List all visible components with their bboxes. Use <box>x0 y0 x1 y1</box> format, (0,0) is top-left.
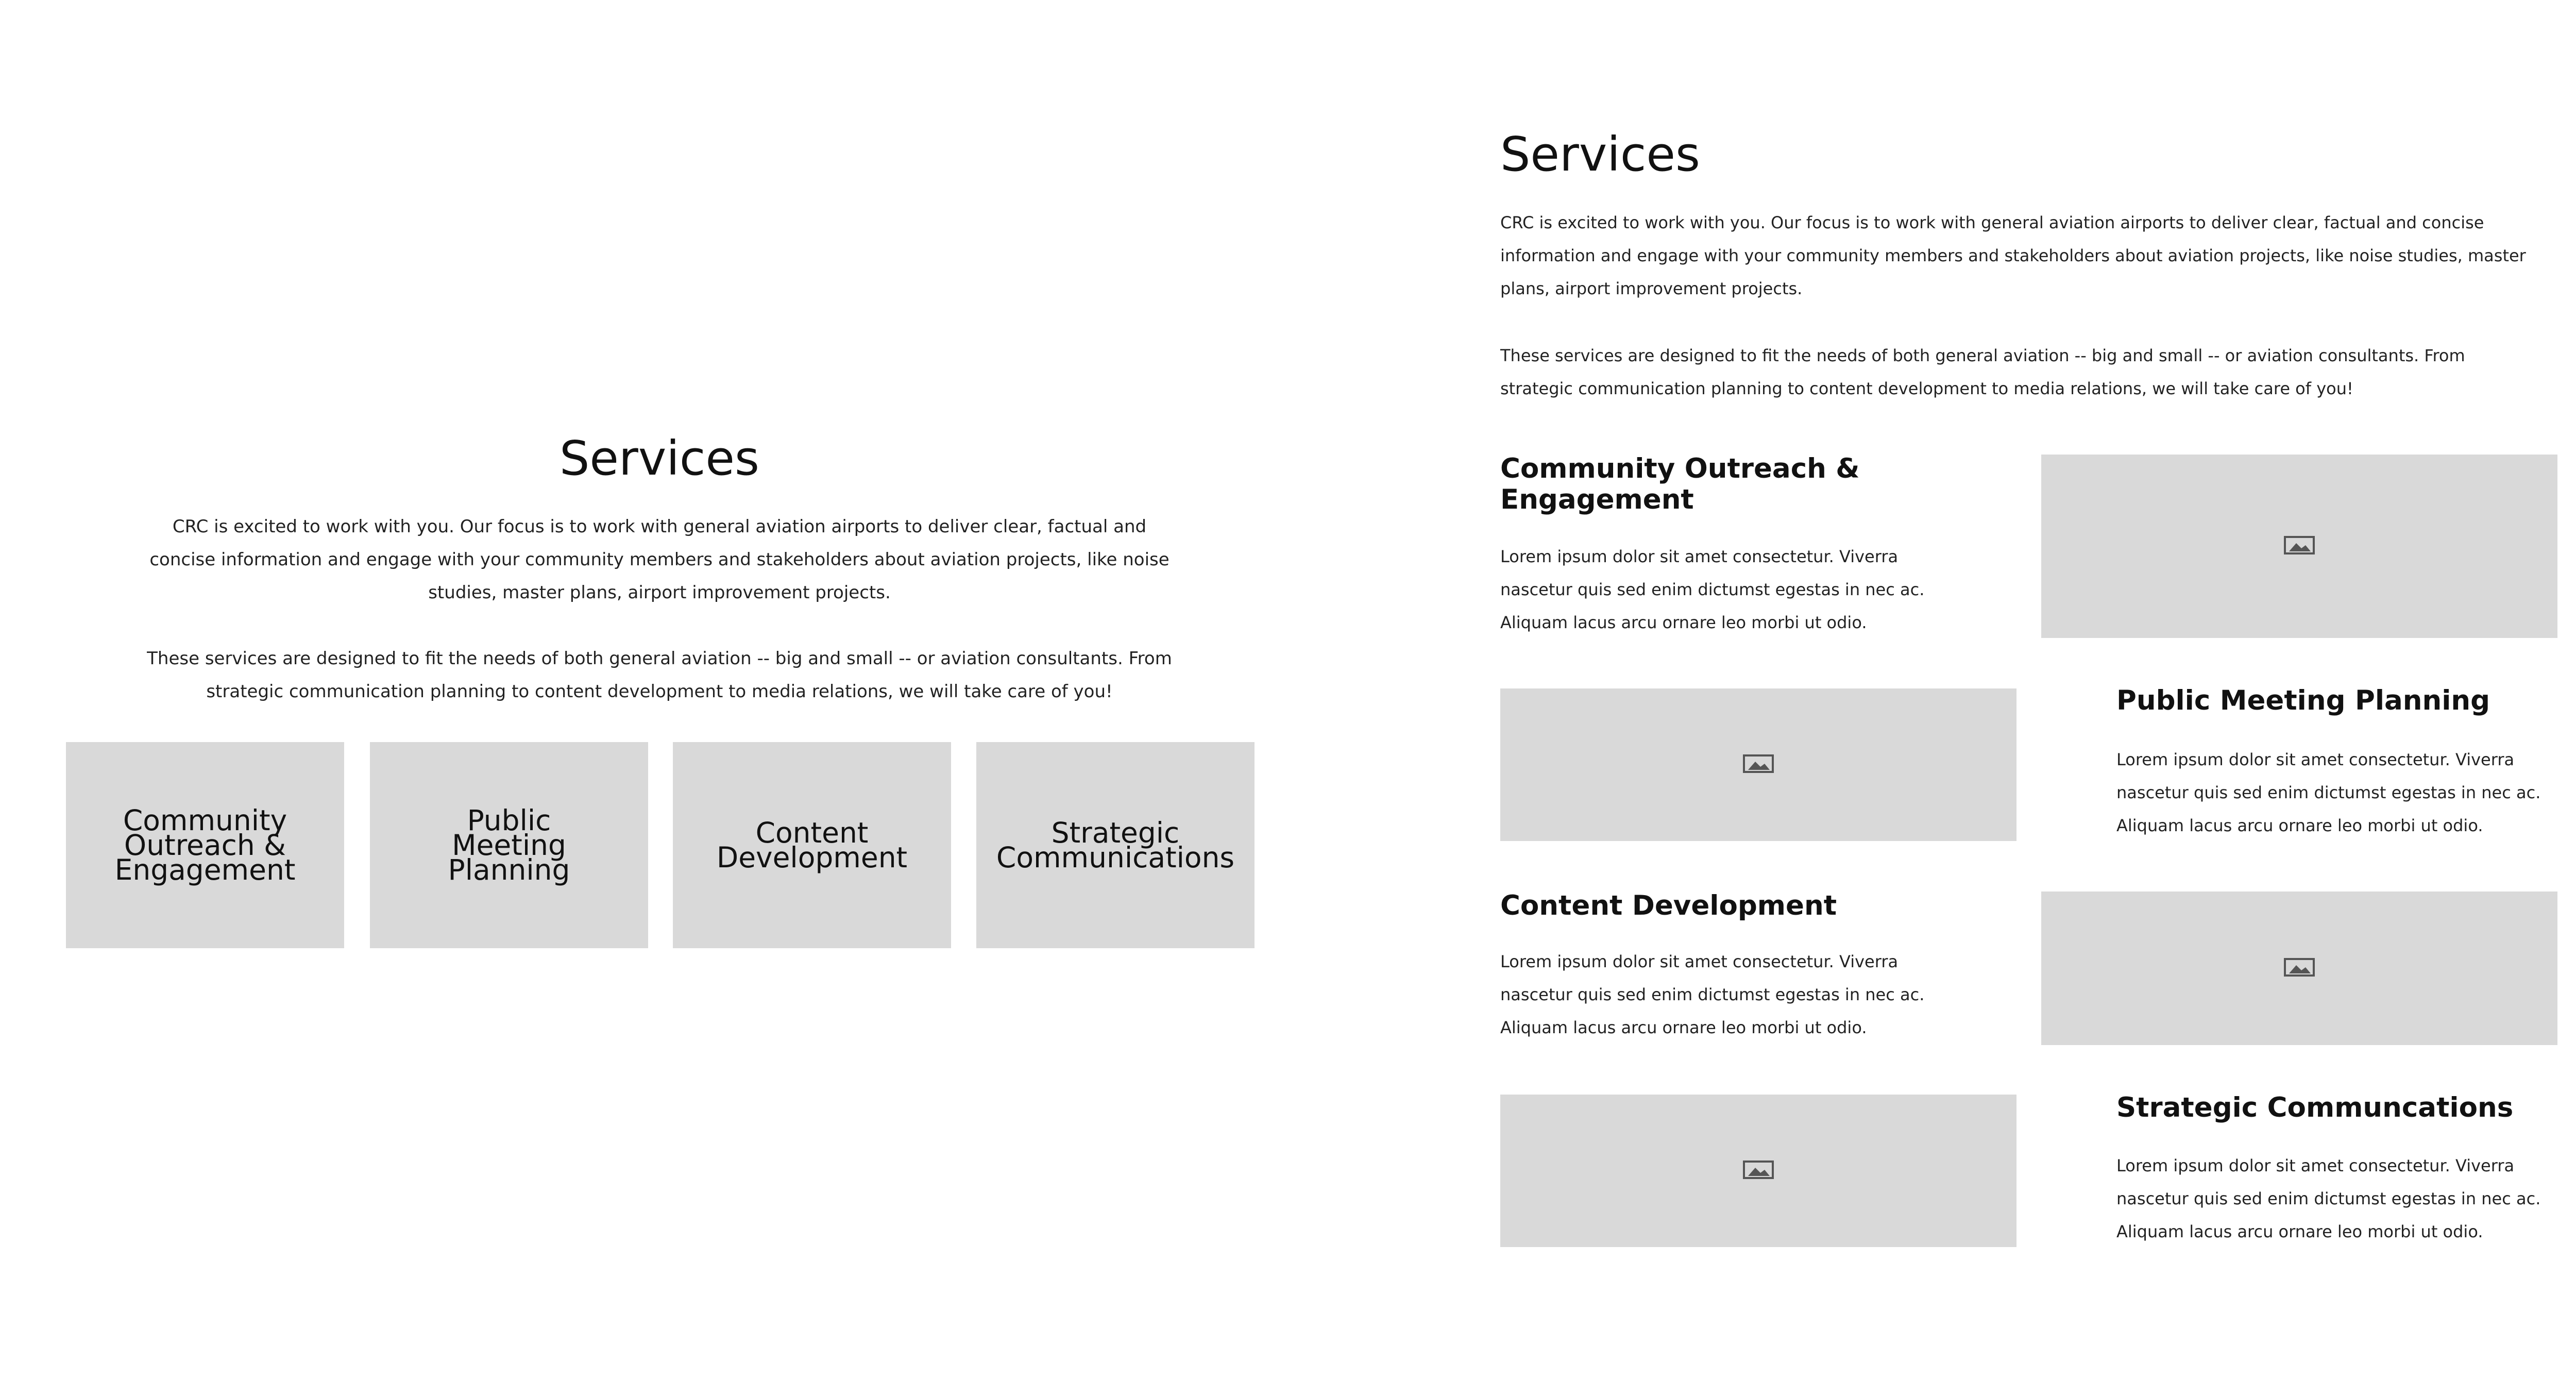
section-body: Lorem ipsum dolor sit amet consectetur. Viverra nascetur quis sed enim dictumst egestas in nec ac. Aliquam lacus arcu ornare leo morbi ut odio. <box>2116 1156 2541 1241</box>
image-placeholder-icon <box>1743 754 1774 775</box>
section-body: Lorem ipsum dolor sit amet consectetur. Viverra nascetur quis sed enim dictumst egestas in nec ac. Aliquam lacus arcu ornare leo morbi ut odio. <box>1500 547 1925 632</box>
section-image <box>2041 455 2557 638</box>
tile-community-outreach[interactable] <box>66 742 344 948</box>
section-heading-public-meeting-planning: Public Meeting Planning <box>2116 685 2490 716</box>
tile-label: Strategic Communications <box>996 816 1235 874</box>
intro-paragraph: CRC is excited to work with you. Our focus is to work with general aviation airports to deliver clear, factual and concise information and engage with your community members and stakeholders about aviation projects, like noise studies, master plans, airport improvement projects. <box>1500 213 2526 298</box>
tile-strategic-communications[interactable] <box>976 742 1255 948</box>
section-image <box>1500 688 2016 841</box>
section-image <box>2041 892 2557 1045</box>
section-heading-content-development: Content Development <box>1500 890 1837 921</box>
page-title: Services <box>1500 127 1700 182</box>
services-note-paragraph: These services are designed to fit the needs of both general aviation -- big and small -- or aviation consultants. From strategic communication planning to content development to media relations, we will take care of you! <box>1500 346 2465 398</box>
intro-paragraph: CRC is excited to work with you. Our focus is to work with general aviation airports to deliver clear, factual and concise information and engage with your community members and stakeholders about aviation projects, like noise studies, master plans, airport improvement projects. <box>149 516 1170 603</box>
section-heading-strategic-communications: Strategic Communcations <box>2116 1092 2514 1123</box>
tile-public-meeting-planning[interactable] <box>370 742 648 948</box>
image-placeholder-icon <box>1743 1161 1774 1181</box>
tile-label: Public Meeting Planning <box>448 804 570 886</box>
image-placeholder-icon <box>2284 958 2315 979</box>
page-title: Services <box>560 431 759 486</box>
tile-label: Community Outreach & Engagement <box>114 804 296 886</box>
tile-content-development[interactable] <box>673 742 951 948</box>
section-body: Lorem ipsum dolor sit amet consectetur. Viverra nascetur quis sed enim dictumst egestas in nec ac. Aliquam lacus arcu ornare leo morbi ut odio. <box>1500 952 1925 1037</box>
tile-label: Content Development <box>716 816 908 874</box>
image-placeholder-icon <box>2284 536 2315 557</box>
section-image <box>1500 1095 2016 1247</box>
services-note-paragraph: These services are designed to fit the needs of both general aviation -- big and small -- or aviation consultants. From strategic communication planning to content development to media relations, we will take care of you! <box>147 648 1172 702</box>
section-body: Lorem ipsum dolor sit amet consectetur. Viverra nascetur quis sed enim dictumst egestas in nec ac. Aliquam lacus arcu ornare leo morbi ut odio. <box>2116 750 2541 835</box>
section-heading-community-outreach: Community Outreach & Engagement <box>1500 453 1860 515</box>
